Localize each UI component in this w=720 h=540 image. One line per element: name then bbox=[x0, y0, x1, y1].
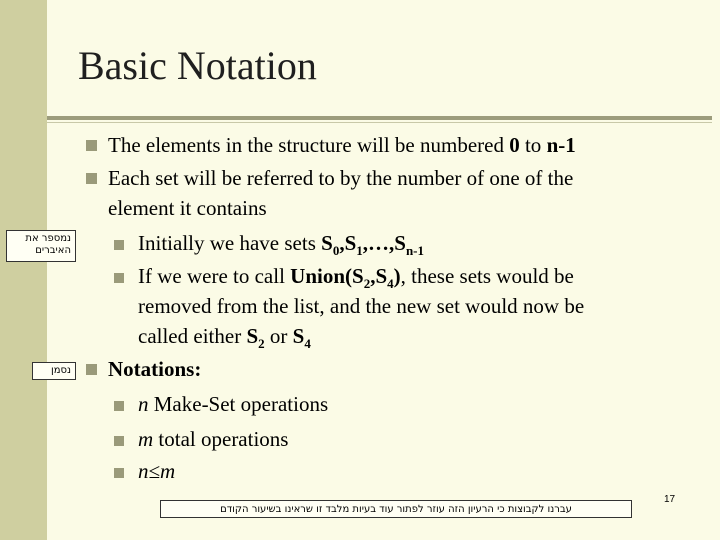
sub-bullet-marker-icon bbox=[114, 273, 124, 283]
bullet-elements-numbered: The elements in the structure will be numbered 0 to n-1 bbox=[108, 133, 576, 157]
sub-bullet-initial-sets: Initially we have sets $S_0,S_1,\dots,S_{n-1}$ bbox=[138, 231, 424, 258]
sub-bullet-union-call-cont2: called either $S_2$ or $S_4$ bbox=[138, 324, 311, 351]
notation-make-set: n Make-Set operations bbox=[138, 392, 329, 416]
left-decorative-bar bbox=[0, 0, 47, 540]
bullet-set-referred: Each set will be referred to by the number of one of the bbox=[108, 166, 574, 190]
sub-bullet-marker-icon bbox=[114, 401, 124, 411]
bullet-marker-icon bbox=[86, 364, 97, 375]
title-divider bbox=[47, 116, 712, 120]
sub-bullet-union-call-cont: removed from the list, and the new set would now be bbox=[138, 294, 585, 318]
bullet-notations: Notations: bbox=[108, 357, 202, 381]
sub-bullet-union-call: If we were to call $Union(S_2,S_4)$, these sets would be bbox=[138, 264, 574, 291]
slide-title: Basic Notation bbox=[78, 43, 317, 88]
sub-bullet-marker-icon bbox=[114, 468, 124, 478]
sub-bullet-marker-icon bbox=[114, 240, 124, 250]
notation-n-le-m: n≤m bbox=[138, 459, 176, 483]
sub-bullet-marker-icon bbox=[114, 436, 124, 446]
notation-total-ops: m total operations bbox=[138, 427, 289, 451]
footer-note: עברנו לקבוצות כי הרעיון הזה עוזר לפתור עוד בעיות מלבד זו שראינו בשיעור הקודם bbox=[160, 500, 632, 518]
bullet-set-referred-cont: element it contains bbox=[108, 196, 267, 220]
bullet-marker-icon bbox=[86, 173, 97, 184]
title-divider-thin bbox=[47, 122, 712, 123]
side-note-numbering: נמספר את האיברים bbox=[6, 230, 76, 262]
side-note-notation: נסמן bbox=[32, 362, 76, 380]
page-number: 17 bbox=[664, 494, 676, 505]
bullet-marker-icon bbox=[86, 140, 97, 151]
